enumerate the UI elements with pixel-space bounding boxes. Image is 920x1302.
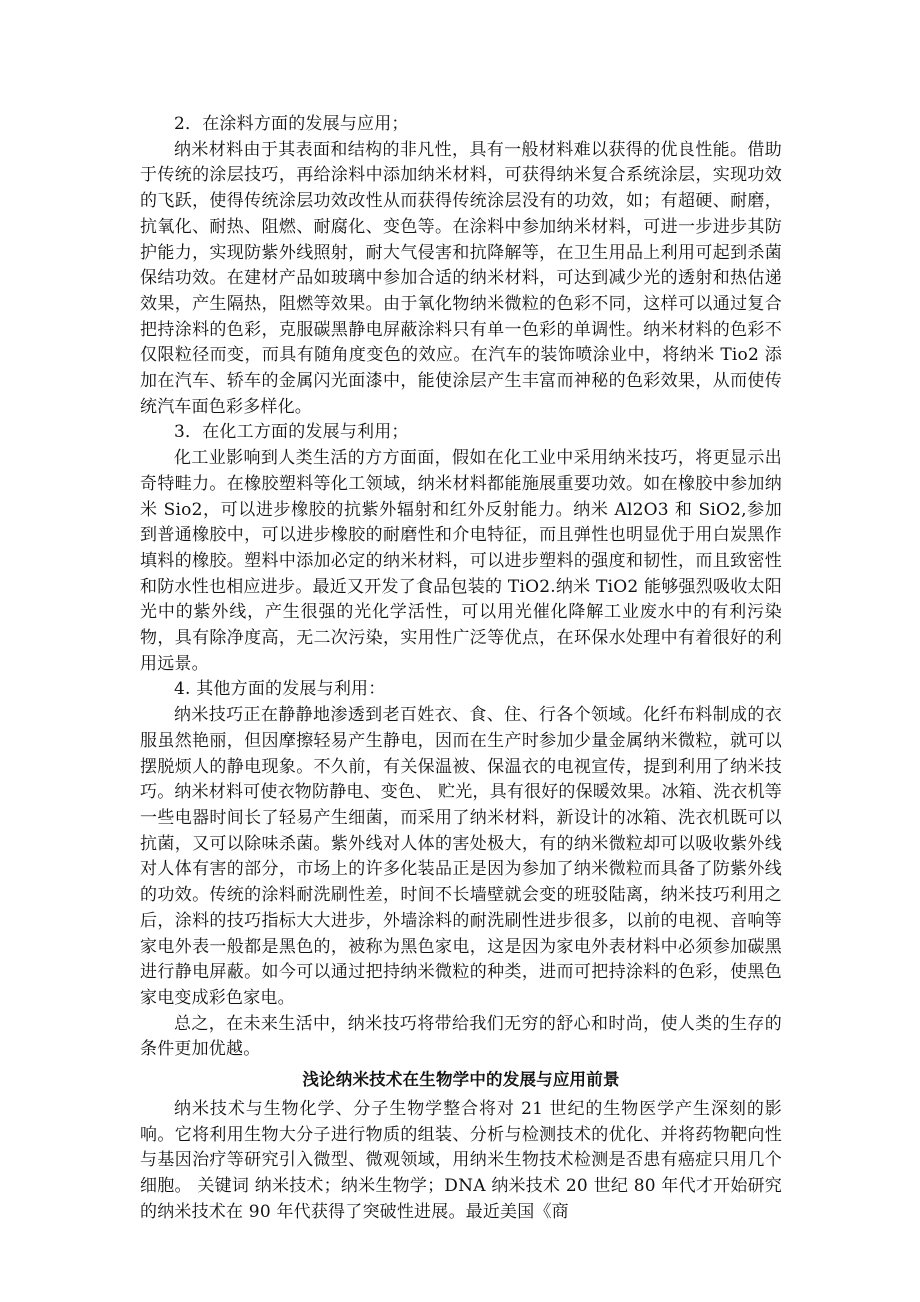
section-heading-other: 4. 其他方面的发展与利用：	[174, 679, 386, 700]
section-heading-chemical: 3．在化工方面的发展与利用；	[174, 422, 409, 443]
document-body	[140, 112, 782, 1226]
paragraph-chemical: 化工业影响到人类生活的方方面面，假如在化工业中采用纳米技巧，将更显示出奇特畦力。在橡胶塑料等化工领域，纳米材料都能施展重要功效。如在橡胶中参加纳米 Sio2，可以进步橡胶的抗紫外辐射和红外反射能力。纳米 Al2O3 和 SiO2,参加到普通橡胶中，可以进步橡胶的耐磨性和介电特征，而且弹性也明显优于用白炭黑作填料的橡胶。塑料中添加必定的纳米材料，可以进步塑料的强度和韧性，而且致密性和防水性也相应进步。最近又开发了食品包装的 TiO2.纳米 TiO2 能够强烈吸收太阳光中的紫外线，产生很强的光化学活性，可以用光催化降解工业废水中的有利污染物，具有除净度高，无二次污染，实用性广泛等优点，在环保水处理中有着很好的利用远景。	[140, 448, 782, 674]
paragraph-conclusion: 总之，在未来生活中，纳米技巧将带给我们无穷的舒心和时尚，使人类的生存的条件更加优越。	[140, 1013, 782, 1060]
paragraph-other: 纳米技巧正在静静地渗透到老百姓衣、食、住、行各个领域。化纤布料制成的衣服虽然艳丽，但因摩擦轻易产生静电，因而在生产时参加少量金属纳米微粒，就可以摆脱烦人的静电现象。不久前，有关保温被、保温衣的电视宣传，提到利用了纳米技巧。纳米材料可使衣物防静电、变色、 贮光，具有很好的保暖效果。冰箱、洗衣机等一些电器时间长了轻易产生细菌，而采用了纳米材料，新设计的冰箱、洗衣机既可以抗菌，又可以除味杀菌。紫外线对人体的害处极大，有的纳米微粒却可以吸收紫外线对人体有害的部分，市场上的许多化装品正是因为参加了纳米微粒而具备了防紫外线的功效。传统的涂料耐洗刷性差，时间不长墙壁就会变的班驳陆离，纳米技巧利用之后，涂料的技巧指标大大进步，外墙涂料的耐洗刷性进步很多，以前的电视、音响等家电外表一般都是黑色的，被称为黑色家电，这是因为家电外表材料中必须参加碳黑进行静电屏蔽。如今可以通过把持纳米微粒的种类，进而可把持涂料的色彩，使黑色家电变成彩色家电。	[140, 705, 783, 1008]
paragraph-abstract: 纳米技术与生物化学、分子生物学整合将对 21 世纪的生物医学产生深刻的影响。它将利用生物大分子进行物质的组装、分析与检测技术的优化、并将药物靶向性与基因治疗等研究引入微型、微观领域，用纳米生物技术检测是否患有癌症只用几个细胞。 关键词 纳米技术；纳米生物学；DNA 纳米技术 20 世纪 80 年代才开始研究的纳米技术在 90 年代获得了突破性进展。最近美国《商	[140, 1099, 782, 1222]
section-heading-coatings: 2．在涂料方面的发展与应用；	[174, 114, 409, 134]
article-title: 浅论纳米技术在生物学中的发展与应用前景	[302, 1070, 620, 1090]
paragraph-coatings: 纳米材料由于其表面和结构的非凡性，具有一般材料难以获得的优良性能。借助于传统的涂层技巧，再给涂料中添加纳米材料，可获得纳米复合系统涂层，实现功效的飞跃，使得传统涂层功效改性从而获得传统涂层没有的功效，如；有超硬、耐磨，抗氧化、耐热、阻燃、耐腐化、变色等。在涂料中参加纳米材料，可进一步进步其防护能力，实现防紫外线照射，耐大气侵害和抗降解等，在卫生用品上利用可起到杀菌保结功效。在建材产品如玻璃中参加合适的纳米材料，可达到减少光的透射和热估递效果，产生隔热，阻燃等效果。由于氧化物纳米微粒的色彩不同，这样可以通过复合把持涂料的色彩，克服碳黑静电屏蔽涂料只有单一色彩的单调性。纳米材料的色彩不仅限粒径而变，而具有随角度变色的效应。在汽车的装饰喷涂业中，将纳米 Tio2 添加在汽车、轿车的金属闪光面漆中，能使涂层产生丰富而神秘的色彩效果，从而使传统汽车面色彩多样化。	[140, 139, 782, 417]
